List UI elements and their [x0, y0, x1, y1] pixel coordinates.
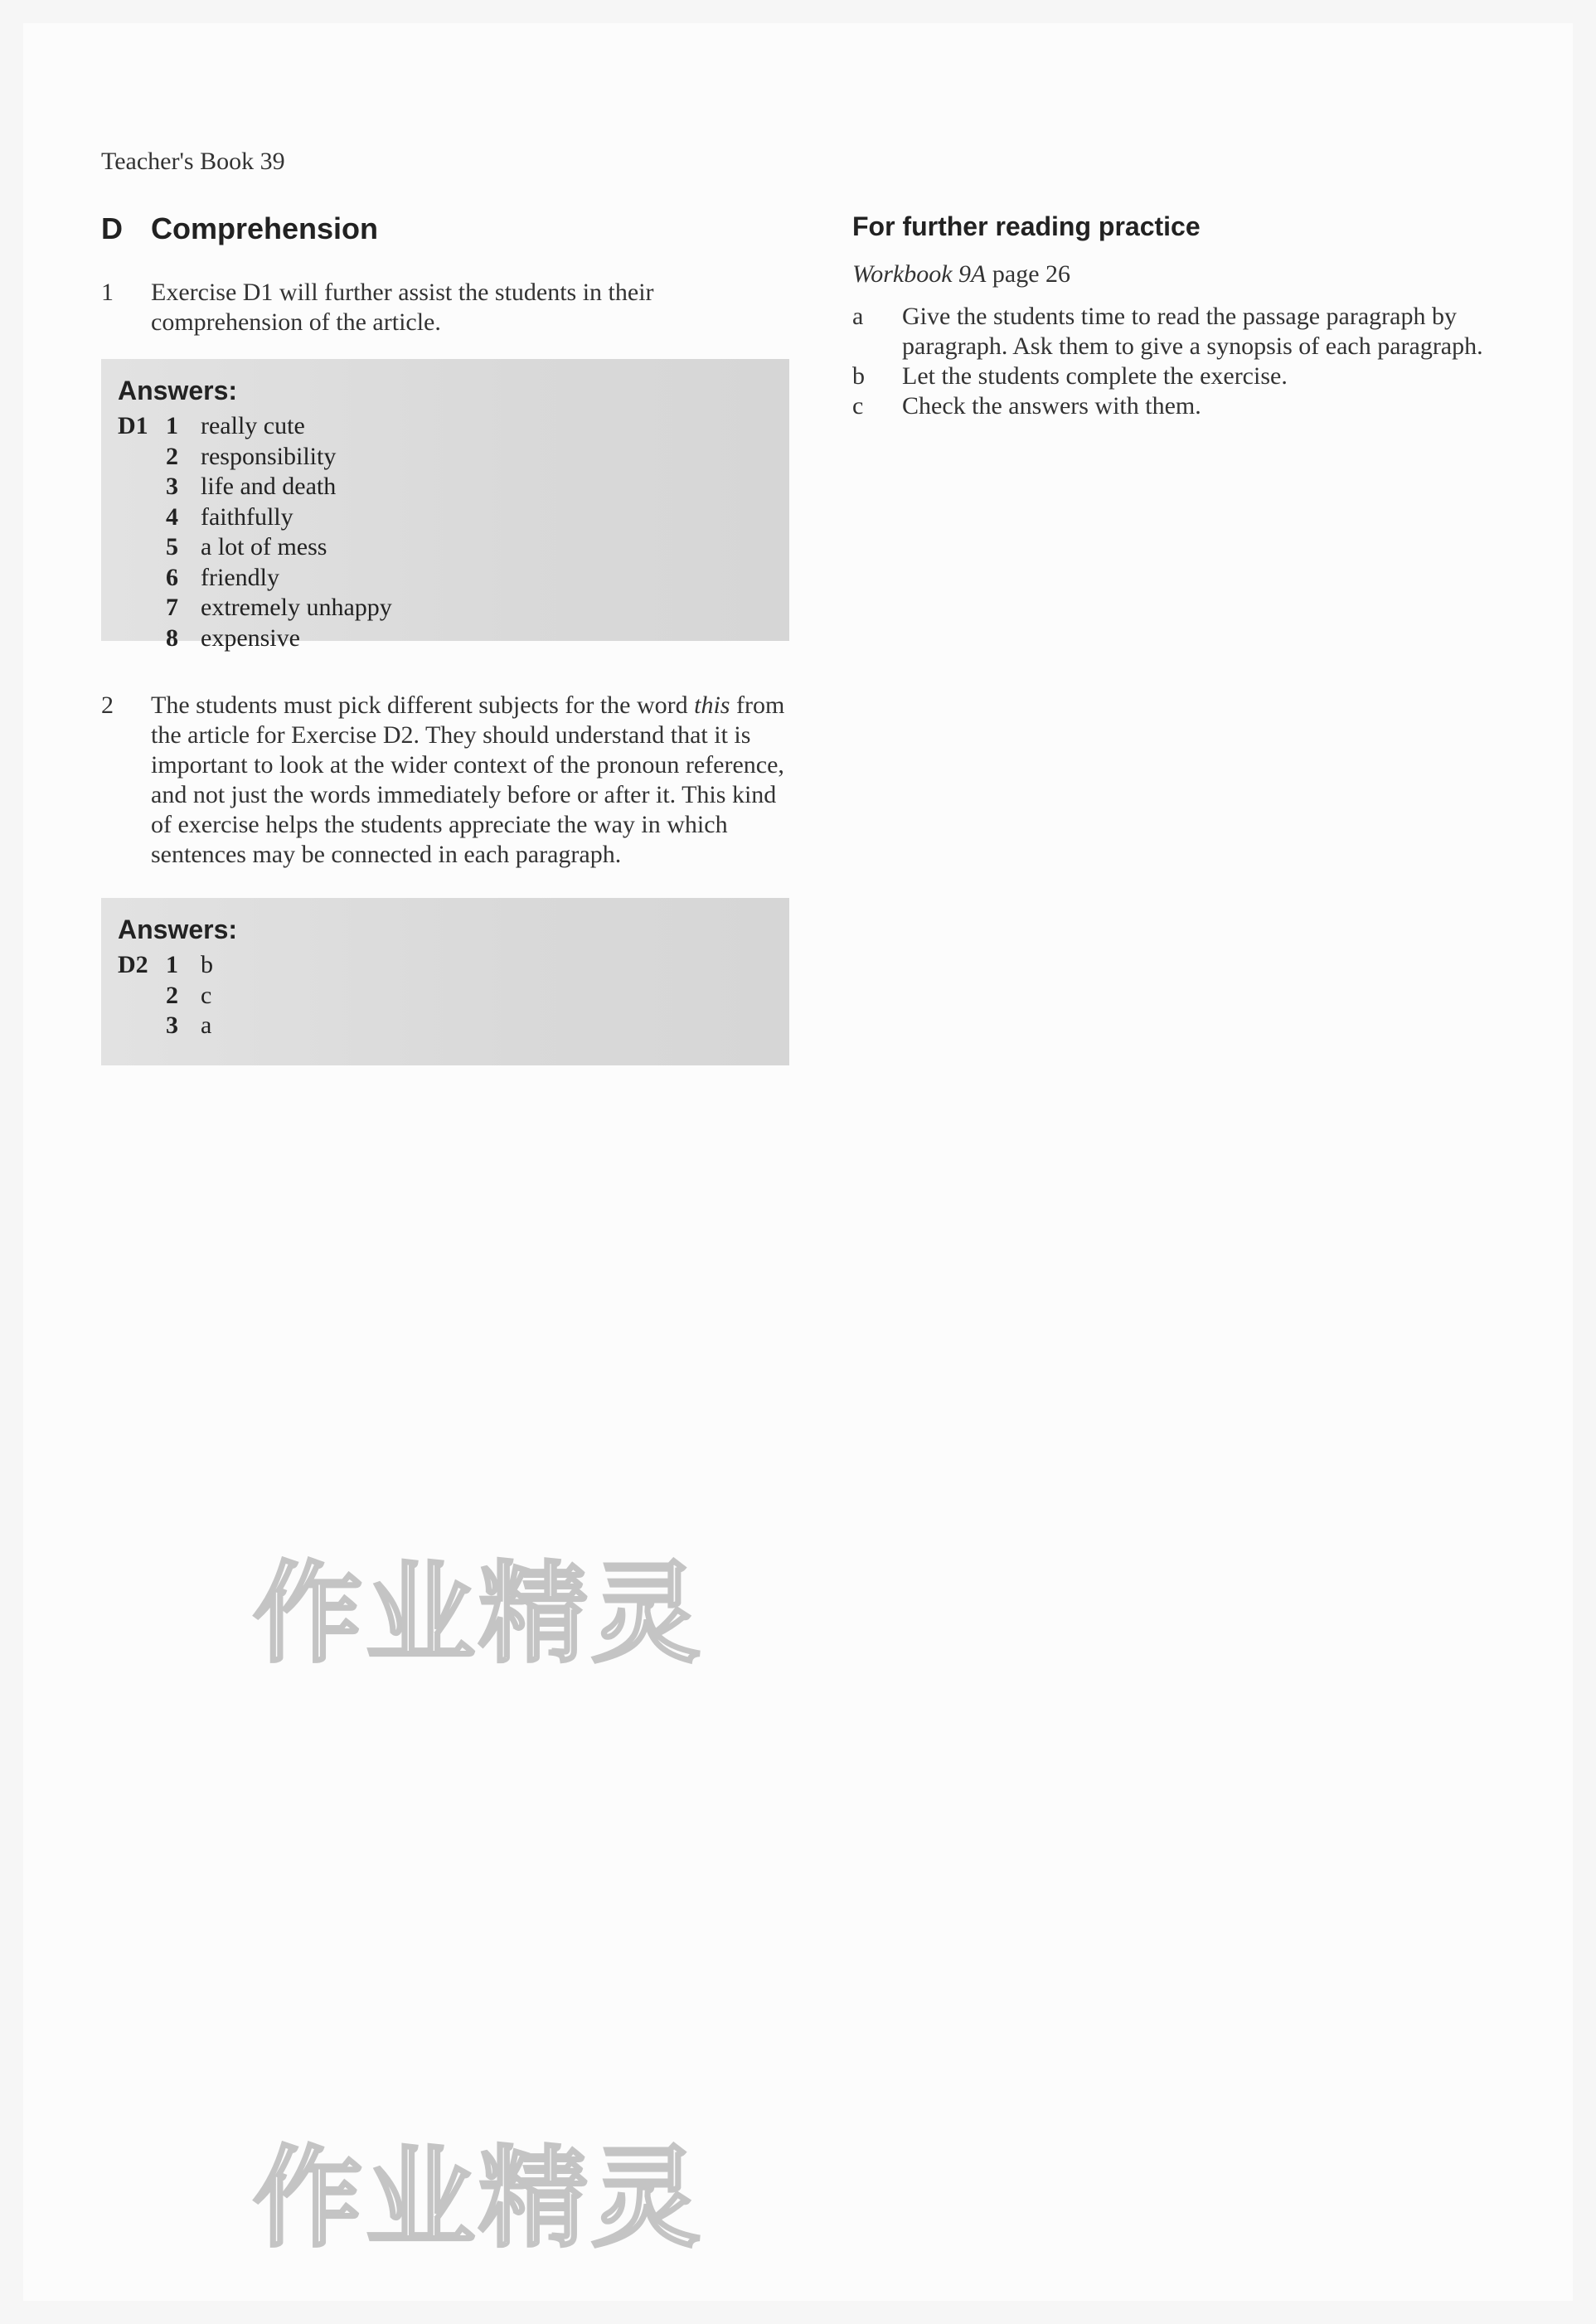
answer-row: [118, 532, 773, 563]
answer-number: 3: [166, 473, 178, 500]
answer-exercise-label: [118, 502, 166, 533]
answers-list: [118, 950, 773, 1041]
section-heading: [101, 211, 789, 246]
answer-row: [118, 472, 773, 502]
answers-box-d1: [101, 359, 789, 652]
answer-value: a lot of mess: [201, 533, 327, 560]
answer-exercise-label: [118, 563, 166, 594]
answer-value: faithfully: [201, 502, 293, 531]
answer-number: 4: [166, 502, 178, 531]
exercise-number: 2: [101, 691, 114, 719]
right-column: [852, 211, 1540, 421]
answer-exercise-label: [118, 1011, 166, 1041]
answer-number: 8: [166, 623, 178, 652]
section-title: Comprehension: [151, 211, 379, 245]
answers-box-d2: [101, 898, 789, 1065]
exercise-text: Exercise D1 will further assist the students in their comprehension of the article.: [151, 279, 654, 336]
answer-number: 1: [166, 412, 178, 439]
step-text: Check the answers with them.: [902, 392, 1201, 420]
answer-row: [118, 593, 773, 623]
watermark: 作业精灵: [253, 1550, 704, 1678]
exercise-number: 1: [101, 279, 114, 306]
answer-row: [118, 1011, 773, 1041]
answer-number: 5: [166, 533, 178, 560]
step-letter: b: [852, 362, 865, 390]
steps-list: [852, 302, 1540, 421]
answers-title: Answers:: [118, 376, 238, 405]
answer-row: [118, 950, 773, 981]
answer-row: [118, 981, 773, 1012]
answer-exercise-label: [118, 623, 166, 654]
answer-row: [118, 411, 773, 442]
answer-number: 2: [166, 981, 178, 1009]
step-item: [852, 302, 1540, 361]
answer-exercise-label: [118, 981, 166, 1012]
answer-value: friendly: [201, 563, 279, 591]
further-reading-title: For further reading practice: [852, 211, 1201, 241]
left-column: [101, 211, 789, 1065]
answer-number: 2: [166, 442, 178, 470]
step-item: [852, 391, 1540, 421]
italic-word: this: [694, 691, 730, 719]
step-text: Give the students time to read the passage paragraph by paragraph. Ask them to give a synopsis of each paragraph.: [902, 303, 1483, 360]
answer-row: [118, 502, 773, 533]
answer-value: extremely unhappy: [201, 594, 392, 621]
step-item: [852, 361, 1540, 391]
answer-number: 7: [166, 594, 178, 621]
answer-number: 3: [166, 1012, 178, 1039]
answer-exercise-label: D2: [118, 951, 148, 978]
exercise-2: [101, 691, 789, 870]
answer-row: [118, 563, 773, 594]
step-letter: a: [852, 303, 864, 330]
answer-value: a: [201, 1012, 212, 1039]
answer-exercise-label: [118, 472, 166, 502]
watermark: 作业精灵: [253, 2135, 704, 2263]
answers-list: [118, 411, 773, 653]
answer-row: [118, 442, 773, 473]
answer-exercise-label: D1: [118, 412, 148, 439]
answer-value: expensive: [201, 623, 300, 652]
answer-value: c: [201, 981, 212, 1009]
exercise-text: The students must pick different subjects for the word this from the article for Exercise D2. They should understand that it is important to look at the wider context of the pronoun reference, and not just the words immediately before or after it. This kind of exercise helps the students appreciate the way in which sentences may be connected in each paragraph.: [151, 691, 785, 868]
answer-exercise-label: [118, 532, 166, 563]
exercise-1: [101, 278, 789, 337]
workbook-reference: Workbook 9A page 26: [852, 260, 1071, 288]
answers-title: Answers:: [118, 915, 238, 944]
answer-number: 1: [166, 951, 178, 978]
page-header: Teacher's Book 39: [101, 148, 285, 175]
section-letter: D: [101, 211, 123, 245]
answer-number: 6: [166, 563, 178, 591]
answer-row: [118, 623, 773, 654]
answer-value: life and death: [201, 473, 337, 500]
step-letter: c: [852, 392, 864, 420]
answer-exercise-label: [118, 593, 166, 623]
answer-value: really cute: [201, 412, 305, 439]
step-text: Let the students complete the exercise.: [902, 362, 1288, 390]
answer-value: b: [201, 951, 213, 978]
answer-value: responsibility: [201, 442, 337, 470]
answer-exercise-label: [118, 442, 166, 473]
